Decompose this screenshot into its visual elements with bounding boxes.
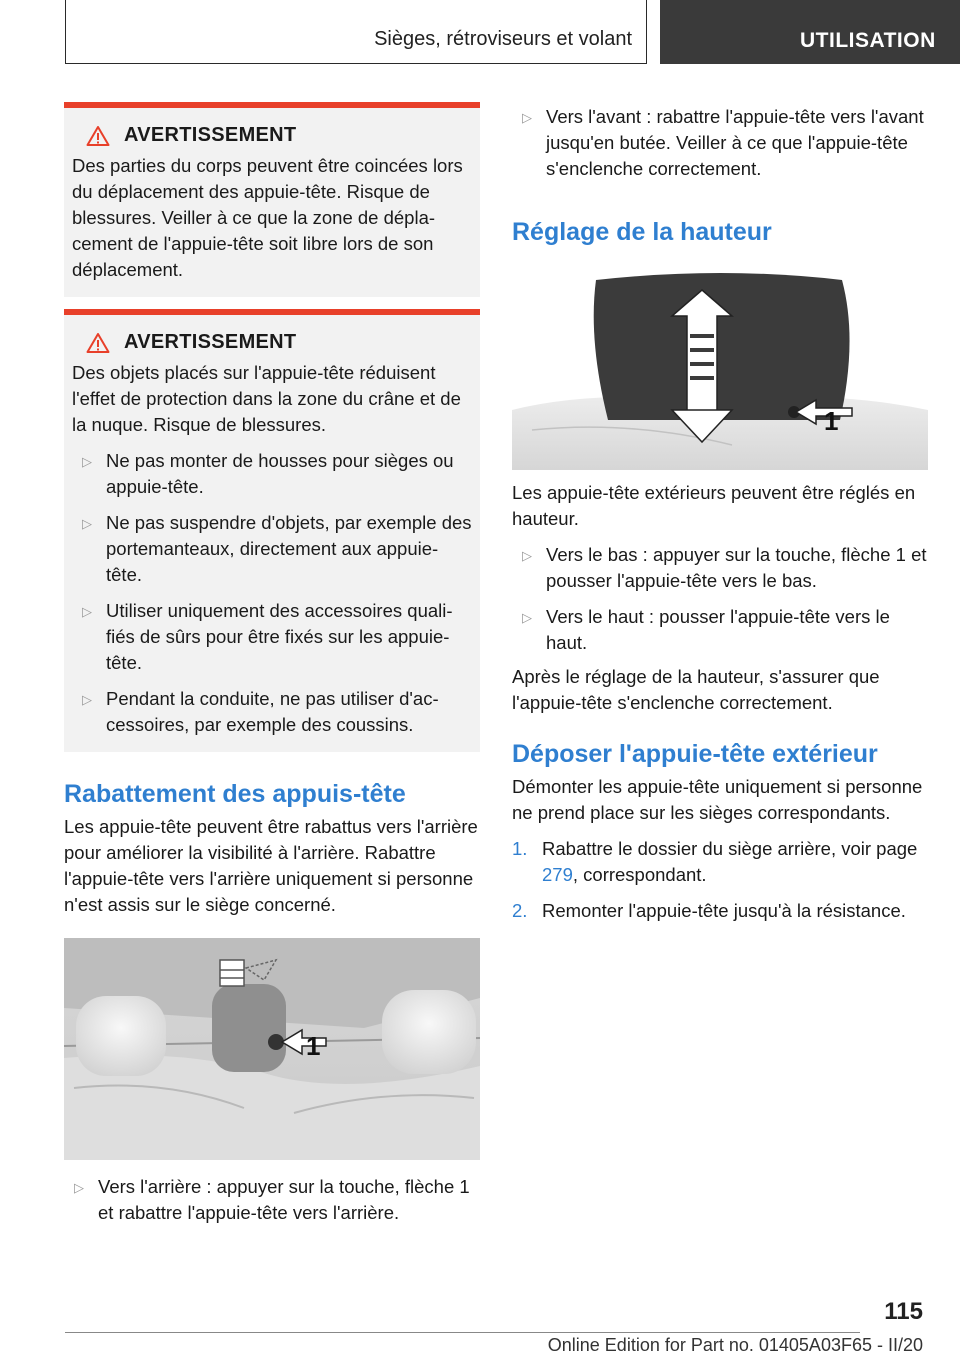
list-item: ▷ Ne pas suspendre d'objets, par exemple des portemanteaux, directement aux appuie-tête.: [72, 510, 472, 588]
bullet-triangle-icon: ▷: [522, 610, 532, 625]
step-number: 2.: [512, 900, 528, 921]
list-item: ▷ Pendant la conduite, ne pas utiliser d'accessoires, par exemple des coussins.: [72, 686, 472, 738]
list-item: 1. Rabattre le dossier du siège arrière, voir page 279, correspondant.: [512, 836, 928, 888]
list-item: ▷ Utiliser uniquement des accessoires qualifiés de sûrs pour être fixés sur les appuie-tête.: [72, 598, 472, 676]
bullet-triangle-icon: ▷: [522, 548, 532, 563]
figure-headrest-height: [512, 270, 928, 470]
figure-headrest-fold: [64, 938, 480, 1160]
warning-title: AVERTISSEMENT: [86, 124, 472, 147]
running-header-chapter: [660, 0, 960, 64]
footer-divider: [65, 1332, 860, 1333]
page-number: 115: [884, 1298, 923, 1325]
bullet-triangle-icon: ▷: [82, 516, 92, 531]
list-item: ▷ Vers l'arrière : appuyer sur la touche, flèche 1 et rabattre l'appuie-tête vers l'arrière.: [64, 1174, 480, 1226]
section-heading-remove: Déposer l'appuie-tête extérieur: [512, 740, 878, 768]
left-column: [64, 102, 480, 1226]
running-header-section: [65, 0, 647, 64]
page-link[interactable]: 279: [542, 864, 573, 885]
bullet-triangle-icon: ▷: [82, 454, 92, 469]
figure-label: 1: [306, 1031, 321, 1061]
step-number: 1.: [512, 838, 528, 859]
bullet-triangle-icon: ▷: [82, 692, 92, 707]
warning-title: AVERTISSEMENT: [86, 331, 472, 354]
section-title: Sièges, rétroviseurs et volant: [374, 28, 632, 50]
bullet-triangle-icon: ▷: [74, 1180, 84, 1195]
list-item: ▷ Vers l'avant : rabattre l'appuie-tête vers l'avant jusqu'en butée. Veiller à ce que l'appuie-tête s'enclenche correctement.: [512, 104, 928, 182]
paragraph: Après le réglage de la hauteur, s'assurer que l'appuie-tête s'enclenche correctement.: [512, 666, 880, 713]
warning-triangle-icon: [86, 125, 110, 147]
list-item: ▷ Vers le haut : pousser l'appuie-tête vers le haut.: [512, 604, 928, 656]
bullet-triangle-icon: ▷: [522, 110, 532, 125]
list-item: 2. Remonter l'appuie-tête jusqu'à la résistance.: [512, 898, 928, 924]
warning-box-1: [64, 102, 480, 297]
warning-box-2: [64, 309, 480, 752]
list-item: ▷ Vers le bas : appuyer sur la touche, flèche 1 et pousser l'appuie-tête vers le bas.: [512, 542, 928, 594]
section-heading-height: Réglage de la hauteur: [512, 218, 772, 246]
figure-label: 1: [824, 406, 839, 436]
paragraph: Les appuie-tête peuvent être rabattus vers l'arrière pour améliorer la visibilité à l'arrière. Rabattre l'appuie-tête vers l'arrière uniquement si personne n'est assis sur le siège concerné.: [64, 816, 478, 915]
paragraph: Les appuie-tête extérieurs peuvent être réglés en hauteur.: [512, 482, 916, 529]
list-item: ▷ Ne pas monter de housses pour sièges ou appuie-tête.: [72, 448, 472, 500]
warning-triangle-icon: [86, 332, 110, 354]
chapter-title: UTILISATION: [800, 29, 936, 52]
footer-edition: Online Edition for Part no. 01405A03F65 - II/20: [547, 1335, 923, 1355]
paragraph: Démonter les appuie-tête uniquement si personne ne prend place sur les sièges correspondants.: [512, 776, 923, 823]
warning-text: Des objets placés sur l'appuie-tête réduisent l'effet de protection dans la zone du crâne et de la nuque. Risque de blessures.: [72, 362, 461, 435]
warning-text: Des parties du corps peuvent être coincées lors du déplacement des appuie-tête. Risque de blessures. Veiller à ce que la zone de déplacement de l'appuie-tête soit libre lors de son déplacement.: [72, 155, 463, 280]
section-heading-folding: Rabattement des appuis-tête: [64, 780, 406, 808]
bullet-triangle-icon: ▷: [82, 604, 92, 619]
right-column: [512, 102, 928, 924]
